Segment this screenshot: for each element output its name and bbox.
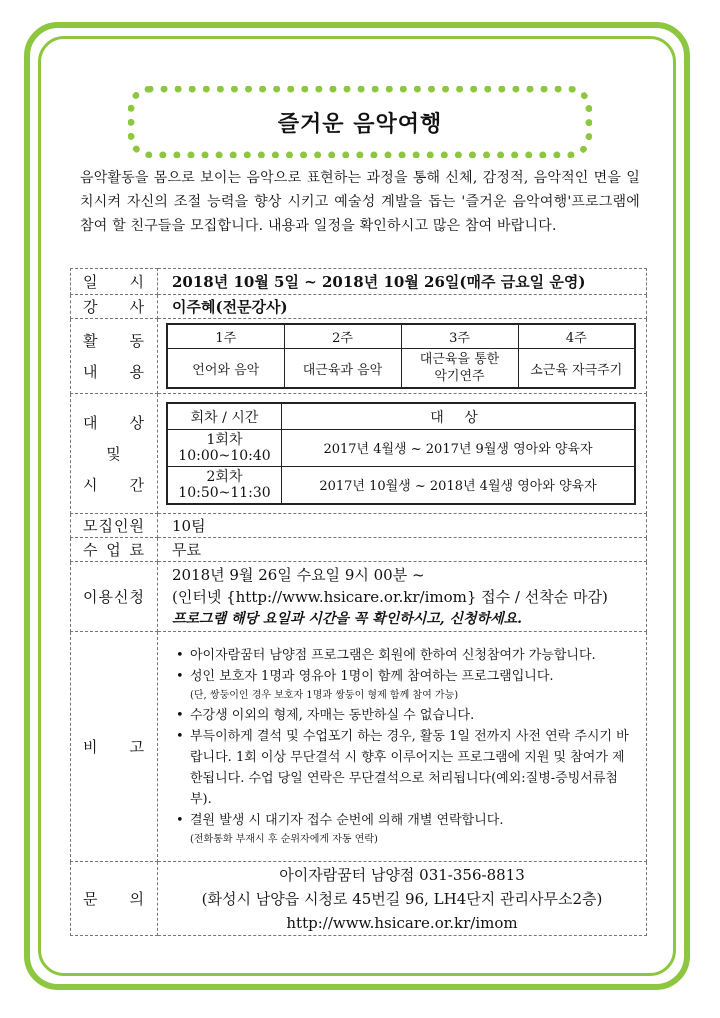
note-2-sub: (단, 쌍둥이인 경우 보호자 1명과 쌍둥이 형제 함께 참여 가능) (190, 689, 459, 701)
session-1-time: 1회차 10:00~10:40 (167, 429, 282, 466)
note-5: • 결원 발생 시 대기자 접수 순번에 의해 개별 연락합니다. (176, 812, 504, 828)
row-schedule (71, 269, 647, 295)
contact-url[interactable]: http://www.hsicare.or.kr/imom (286, 913, 518, 932)
row-contact (71, 862, 647, 936)
activities-table (166, 323, 636, 389)
week-2: 2주 (284, 324, 401, 349)
content-1: 언어와 음악 (167, 349, 284, 389)
capacity-value: 10팀 (158, 514, 647, 538)
note-5-sub: (전화통화 부재시 후 순위자에게 자동 연락) (190, 833, 378, 845)
week-4: 4주 (518, 324, 635, 349)
label-capacity: 모집인원 (71, 514, 158, 538)
content-2: 대근육과 음악 (284, 349, 401, 389)
session-1-target: 2017년 4월생 ~ 2017년 9월생 영아와 양육자 (282, 429, 636, 466)
notes-list (158, 632, 647, 862)
instructor-value: 이주혜(전문강사) (158, 295, 647, 319)
header-time: 회차 / 시간 (167, 403, 282, 429)
label-target: 대 상 및 시 간 (71, 394, 158, 514)
target-table (166, 402, 636, 505)
header-target: 대 상 (282, 403, 636, 429)
label-apply: 이용신청 (71, 562, 158, 632)
label-schedule: 일 시 (71, 269, 158, 295)
contact-phone: 아이자람꿈터 남양점 031-356-8813 (279, 865, 525, 884)
apply-method: (인터넷 {http://www.hsicare.or.kr/imom} 접수 / 선착순 마감) (172, 587, 608, 606)
note-4: • 부득이하게 결석 및 수업포기 하는 경우, 활동 1일 전까지 사전 연락 주시기 바랍니다. 1회 이상 무단결석 시 향후 이루어지는 프로그램에 지원 및 참여가 제한됩니다. 수업 당일 연락은 무단결석으로 처리됩니다(예외:질병-증빙서류첨부). (176, 728, 629, 807)
title-box (128, 86, 592, 158)
fee-value: 무료 (158, 538, 647, 562)
note-1: • 아이자람꿈터 남양점 프로그램은 회원에 한하여 신청참여가 가능합니다. (176, 647, 596, 663)
label-fee: 수 업 료 (71, 538, 158, 562)
row-capacity (71, 514, 647, 538)
label-contact: 문 의 (71, 862, 158, 936)
content-3: 대근육을 통한 악기연주 (401, 349, 518, 389)
row-activities (71, 319, 647, 394)
row-instructor (71, 295, 647, 319)
week-1: 1주 (167, 324, 284, 349)
session-2-time: 2회차 10:50~11:30 (167, 466, 282, 504)
row-notes (71, 632, 647, 862)
contact-address: (화성시 남양읍 시청로 45번길 96, LH4단지 관리사무소2층) (201, 889, 603, 908)
intro-text: 음악활동을 몸으로 보이는 음악으로 표현하는 과정을 통해 신체, 감정적, 음악적인 면을 일치시켜 자신의 조절 능력을 향상 시키고 예술성 계발을 돕는 '즐거운 음악여행'프로그램에 참여 할 친구들을 모집합니다. 내용과 일정을 확인하시고 많은 참여 바랍니다. (80, 170, 640, 234)
info-table (70, 268, 647, 936)
label-instructor: 강 사 (71, 295, 158, 319)
content-4: 소근육 자극주기 (518, 349, 635, 389)
note-3: • 수강생 이외의 형제, 자매는 동반하실 수 없습니다. (176, 707, 475, 723)
page-title: 즐거운 음악여행 (277, 110, 443, 137)
row-fee (71, 538, 647, 562)
schedule-value: 2018년 10월 5일 ~ 2018년 10월 26일(매주 금요일 운영) (158, 269, 647, 295)
label-activities: 활 동 내 용 (71, 319, 158, 394)
label-notes: 비 고 (71, 632, 158, 862)
row-apply (71, 562, 647, 632)
apply-date: 2018년 9월 26일 수요일 9시 00분 ~ (172, 565, 425, 584)
apply-notice: 프로그램 해당 요일과 시간을 꼭 확인하시고, 신청하세요. (172, 610, 523, 627)
row-target (71, 394, 647, 514)
note-2: • 성인 보호자 1명과 영유아 1명이 함께 참여하는 프로그램입니다. (176, 668, 554, 684)
week-3: 3주 (401, 324, 518, 349)
session-2-target: 2017년 10월생 ~ 2018년 4월생 영아와 양육자 (282, 466, 636, 504)
